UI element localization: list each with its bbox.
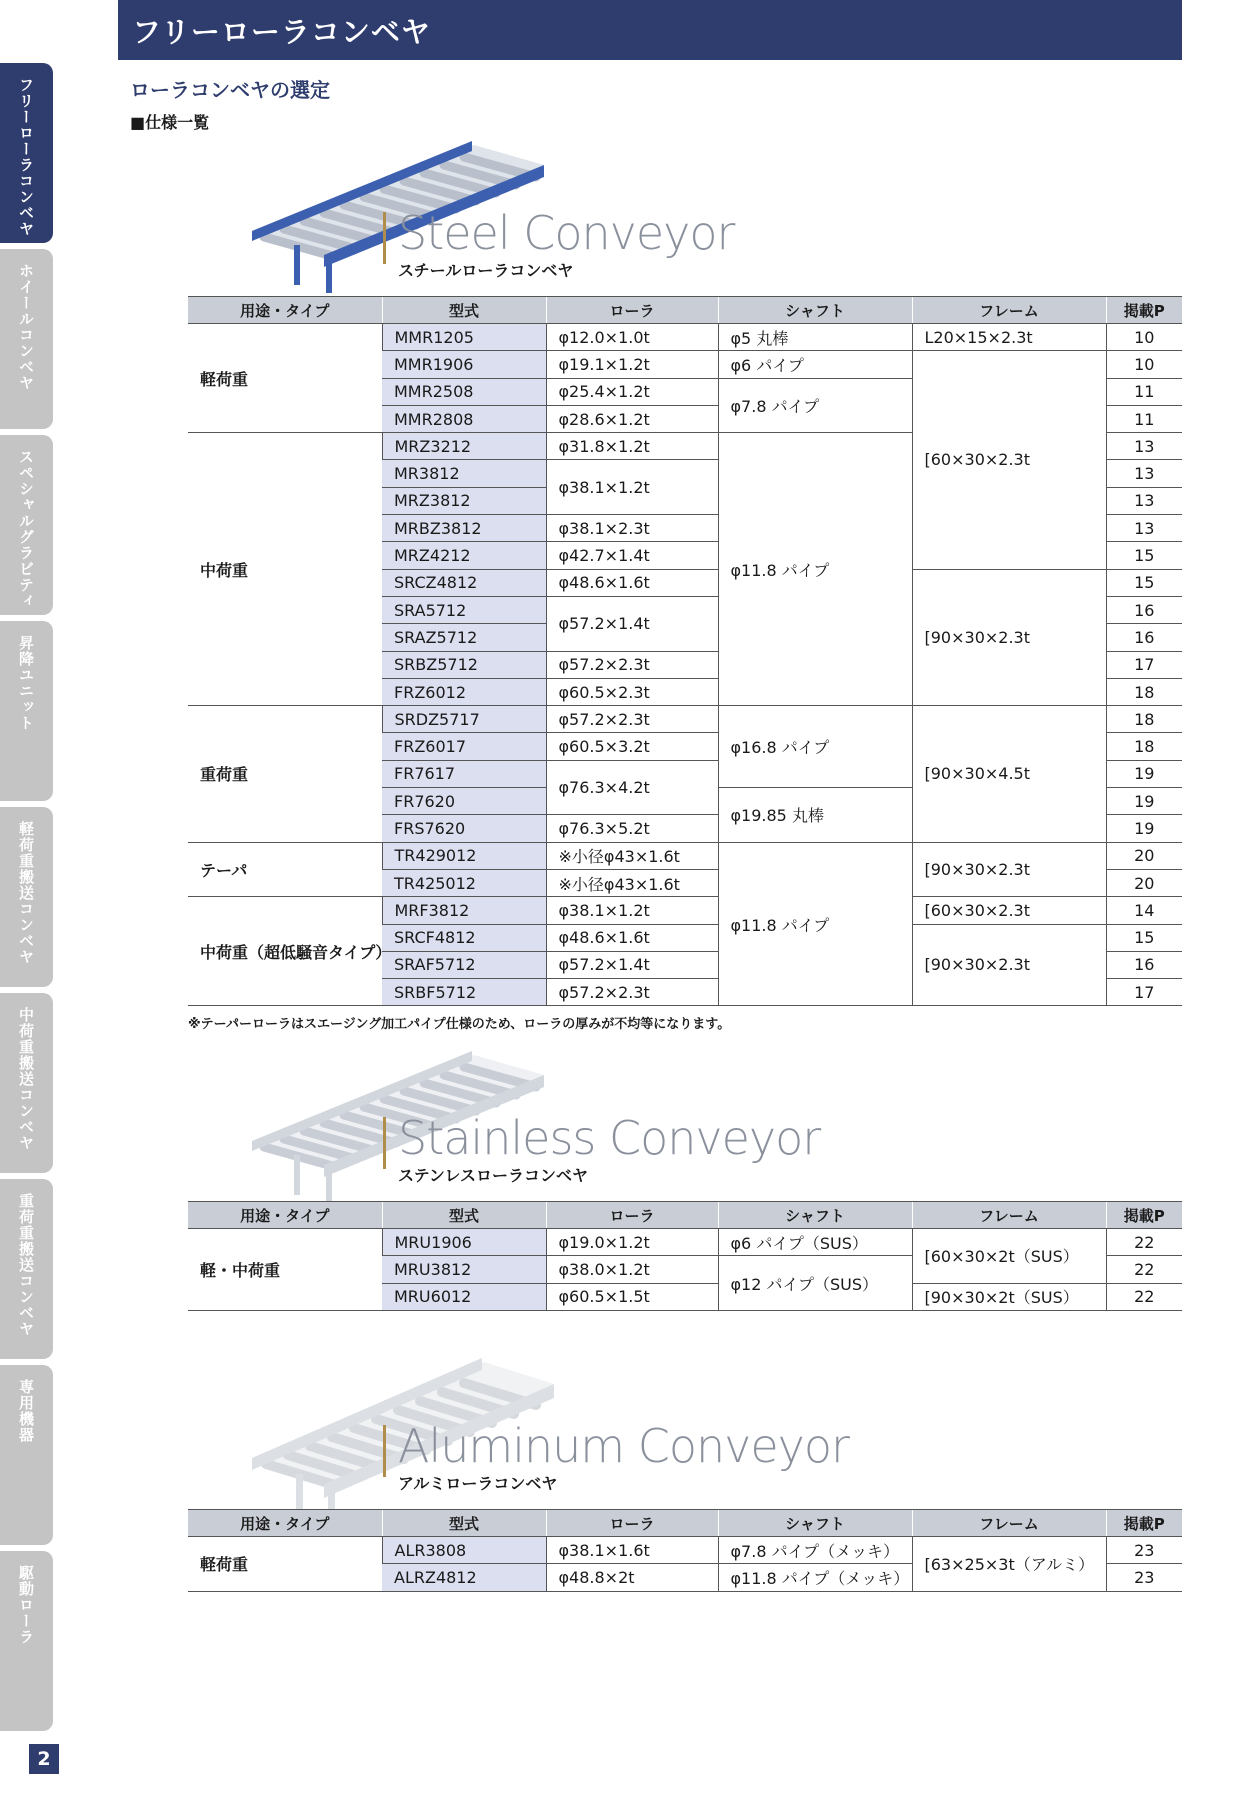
roller-cell: φ60.5×1.5t	[546, 1283, 718, 1310]
roller-cell: φ12.0×1.0t	[546, 324, 718, 351]
shaft-cell: φ6 パイプ	[718, 351, 912, 378]
page-cell: 19	[1106, 788, 1182, 815]
page-cell: 18	[1106, 733, 1182, 760]
page-cell: 14	[1106, 897, 1182, 924]
type-cell: 中荷重	[188, 433, 382, 706]
table-row	[188, 706, 1182, 733]
roller-cell: φ48.6×1.6t	[546, 569, 718, 596]
roller-cell: φ38.1×2.3t	[546, 515, 718, 542]
model-cell: SRCZ4812	[382, 569, 546, 596]
roller-cell: φ38.1×1.6t	[546, 1537, 718, 1564]
model-cell: MMR2808	[382, 405, 546, 432]
shaft-cell: φ16.8 パイプ	[718, 706, 912, 788]
model-cell: MMR2508	[382, 378, 546, 405]
shaft-cell: φ6 パイプ（SUS）	[718, 1229, 912, 1256]
stainless-title-en: Stainless Conveyor	[398, 1111, 821, 1165]
model-cell: MRU1906	[382, 1229, 546, 1256]
steel-title-en: Steel Conveyor	[398, 206, 735, 260]
page-cell: 22	[1106, 1229, 1182, 1256]
col-header-model: 型式	[382, 1510, 546, 1537]
page-cell: 19	[1106, 815, 1182, 842]
model-cell: FRS7620	[382, 815, 546, 842]
shaft-cell: φ11.8 パイプ（メッキ）	[718, 1564, 912, 1591]
frame-cell: [63×25×3t（アルミ）	[912, 1537, 1106, 1592]
col-header-type: 用途・タイプ	[188, 1202, 382, 1229]
col-header-page: 掲載P	[1106, 1510, 1182, 1537]
roller-cell: φ57.2×2.3t	[546, 651, 718, 678]
page-cell: 20	[1106, 842, 1182, 869]
frame-cell: [90×30×2.3t	[912, 842, 1106, 897]
table-header-row	[188, 1202, 1182, 1229]
col-header-page: 掲載P	[1106, 297, 1182, 324]
frame-cell: [60×30×2.3t	[912, 897, 1106, 924]
roller-cell: φ19.0×1.2t	[546, 1229, 718, 1256]
model-cell: TR425012	[382, 869, 546, 896]
page-header	[118, 0, 1182, 60]
model-cell: MRZ3212	[382, 433, 546, 460]
col-header-type: 用途・タイプ	[188, 297, 382, 324]
col-header-model: 型式	[382, 297, 546, 324]
col-header-frame: フレーム	[912, 297, 1106, 324]
page-cell: 23	[1106, 1564, 1182, 1591]
model-cell: SRA5712	[382, 596, 546, 623]
side-tab-medium-load[interactable]: 中荷重搬送コンベヤ	[0, 993, 53, 1173]
page-cell: 13	[1106, 487, 1182, 514]
aluminum-accent-bar	[383, 1425, 386, 1477]
aluminum-title-ja: アルミローラコンベヤ	[398, 1474, 558, 1493]
frame-cell: [90×30×2.3t	[912, 569, 1106, 705]
stainless-title-ja: ステンレスローラコンベヤ	[398, 1166, 589, 1185]
model-cell: MRBZ3812	[382, 515, 546, 542]
page-cell: 11	[1106, 378, 1182, 405]
frame-cell: [90×30×4.5t	[912, 706, 1106, 842]
page-cell: 17	[1106, 651, 1182, 678]
page-cell: 13	[1106, 515, 1182, 542]
model-cell: FR7617	[382, 760, 546, 787]
page-cell: 16	[1106, 596, 1182, 623]
model-cell: MR3812	[382, 460, 546, 487]
stainless-spec-table	[188, 1201, 1182, 1311]
frame-cell: [90×30×2t（SUS）	[912, 1283, 1106, 1310]
model-cell: SRBF5712	[382, 979, 546, 1006]
page-cell: 11	[1106, 405, 1182, 432]
col-header-model: 型式	[382, 1202, 546, 1229]
roller-cell: φ76.3×5.2t	[546, 815, 718, 842]
page-cell: 15	[1106, 924, 1182, 951]
shaft-cell: φ11.8 パイプ	[718, 842, 912, 1006]
steel-accent-bar	[383, 212, 386, 264]
col-header-shaft: シャフト	[718, 297, 912, 324]
roller-cell: φ42.7×1.4t	[546, 542, 718, 569]
side-tab-lift-unit[interactable]: 昇降ユニット	[0, 621, 53, 801]
shaft-cell: φ19.85 丸棒	[718, 788, 912, 843]
roller-cell: φ25.4×1.2t	[546, 378, 718, 405]
roller-cell: ※小径φ43×1.6t	[546, 842, 718, 869]
table-row	[188, 1537, 1182, 1564]
stainless-accent-bar	[383, 1117, 386, 1169]
model-cell: TR429012	[382, 842, 546, 869]
roller-cell: φ48.8×2t	[546, 1564, 718, 1591]
type-cell: 軽荷重	[188, 324, 382, 433]
col-header-roller: ローラ	[546, 297, 718, 324]
side-tab-wheel[interactable]: ホイールコンベヤ	[0, 249, 53, 429]
model-cell: ALR3808	[382, 1537, 546, 1564]
roller-cell: φ38.1×1.2t	[546, 897, 718, 924]
page-cell: 19	[1106, 760, 1182, 787]
roller-cell: φ31.8×1.2t	[546, 433, 718, 460]
table-row	[188, 1229, 1182, 1256]
roller-cell: φ57.2×2.3t	[546, 706, 718, 733]
frame-cell: L20×15×2.3t	[912, 324, 1106, 351]
frame-cell: [60×30×2t（SUS）	[912, 1229, 1106, 1284]
side-tab-dedicated-equipment[interactable]: 専用機器	[0, 1365, 53, 1545]
type-cell: 重荷重	[188, 706, 382, 842]
type-cell: 軽荷重	[188, 1537, 382, 1592]
model-cell: MMR1205	[382, 324, 546, 351]
col-header-shaft: シャフト	[718, 1510, 912, 1537]
col-header-type: 用途・タイプ	[188, 1510, 382, 1537]
type-cell: 中荷重（超低騒音タイプ）	[188, 897, 382, 1006]
page-cell: 17	[1106, 979, 1182, 1006]
model-cell: SRDZ5717	[382, 706, 546, 733]
shaft-cell: φ11.8 パイプ	[718, 433, 912, 706]
shaft-cell: φ5 丸棒	[718, 324, 912, 351]
page-cell: 15	[1106, 569, 1182, 596]
model-cell: SRBZ5712	[382, 651, 546, 678]
roller-cell: φ76.3×4.2t	[546, 760, 718, 815]
roller-cell: φ38.0×1.2t	[546, 1256, 718, 1283]
type-cell: 軽・中荷重	[188, 1229, 382, 1311]
page-cell: 15	[1106, 542, 1182, 569]
section-subtitle: ■仕様一覧	[130, 113, 210, 132]
page-cell: 10	[1106, 351, 1182, 378]
aluminum-title-en: Aluminum Conveyor	[398, 1419, 849, 1473]
model-cell: SRCF4812	[382, 924, 546, 951]
side-tab-drive-roller[interactable]: 駆動ローラ	[0, 1551, 53, 1731]
col-header-shaft: シャフト	[718, 1202, 912, 1229]
page-number: 2	[29, 1744, 59, 1774]
col-header-roller: ローラ	[546, 1510, 718, 1537]
model-cell: MMR1906	[382, 351, 546, 378]
frame-cell: [60×30×2.3t	[912, 351, 1106, 569]
roller-cell: φ60.5×2.3t	[546, 678, 718, 705]
model-cell: FRZ6012	[382, 678, 546, 705]
model-cell: MRF3812	[382, 897, 546, 924]
model-cell: MRZ3812	[382, 487, 546, 514]
roller-cell: φ48.6×1.6t	[546, 924, 718, 951]
taper-roller-note: ※テーパーローラはスエージング加工パイプ仕様のため、ローラの厚みが不均等になります。	[188, 1017, 731, 1032]
side-tab-free-roller[interactable]: フリーローラコンベヤ	[0, 63, 53, 243]
roller-cell: φ57.2×1.4t	[546, 596, 718, 651]
model-cell: FR7620	[382, 788, 546, 815]
shaft-cell: φ7.8 パイプ	[718, 378, 912, 433]
table-header-row	[188, 1510, 1182, 1537]
col-header-frame: フレーム	[912, 1510, 1106, 1537]
steel-title-ja: スチールローラコンベヤ	[398, 261, 574, 280]
page-cell: 13	[1106, 433, 1182, 460]
page-cell: 23	[1106, 1537, 1182, 1564]
shaft-cell: φ7.8 パイプ（メッキ）	[718, 1537, 912, 1564]
steel-spec-table	[188, 296, 1182, 1006]
section-title: ローラコンベヤの選定	[130, 78, 330, 102]
roller-cell: φ28.6×1.2t	[546, 405, 718, 432]
page-cell: 20	[1106, 869, 1182, 896]
table-header-row	[188, 297, 1182, 324]
page-cell: 13	[1106, 460, 1182, 487]
model-cell: SRAF5712	[382, 951, 546, 978]
model-cell: MRU6012	[382, 1283, 546, 1310]
table-row	[188, 324, 1182, 351]
roller-cell: φ57.2×1.4t	[546, 951, 718, 978]
model-cell: MRU3812	[382, 1256, 546, 1283]
roller-cell: φ60.5×3.2t	[546, 733, 718, 760]
aluminum-spec-table	[188, 1509, 1182, 1592]
roller-cell: φ19.1×1.2t	[546, 351, 718, 378]
side-tab-special-gravity[interactable]: スペシャルグラビティ	[0, 435, 53, 615]
shaft-cell: φ12 パイプ（SUS）	[718, 1256, 912, 1311]
frame-cell: [90×30×2.3t	[912, 924, 1106, 1006]
side-tab-heavy-load[interactable]: 重荷重搬送コンベヤ	[0, 1179, 53, 1359]
page-cell: 18	[1106, 706, 1182, 733]
col-header-frame: フレーム	[912, 1202, 1106, 1229]
model-cell: FRZ6017	[382, 733, 546, 760]
page-cell: 10	[1106, 324, 1182, 351]
side-tab-light-load[interactable]: 軽荷重搬送コンベヤ	[0, 807, 53, 987]
model-cell: SRAZ5712	[382, 624, 546, 651]
roller-cell: ※小径φ43×1.6t	[546, 869, 718, 896]
page-cell: 22	[1106, 1256, 1182, 1283]
page-cell: 16	[1106, 951, 1182, 978]
col-header-page: 掲載P	[1106, 1202, 1182, 1229]
page-header-title: フリーローラコンベヤ	[132, 15, 431, 49]
col-header-roller: ローラ	[546, 1202, 718, 1229]
type-cell: テーパ	[188, 842, 382, 897]
page-cell: 16	[1106, 624, 1182, 651]
table-row	[188, 842, 1182, 869]
page-cell: 18	[1106, 678, 1182, 705]
roller-cell: φ57.2×2.3t	[546, 979, 718, 1006]
roller-cell: φ38.1×1.2t	[546, 460, 718, 515]
model-cell: ALRZ4812	[382, 1564, 546, 1591]
table-row	[188, 897, 1182, 924]
model-cell: MRZ4212	[382, 542, 546, 569]
page-cell: 22	[1106, 1283, 1182, 1310]
